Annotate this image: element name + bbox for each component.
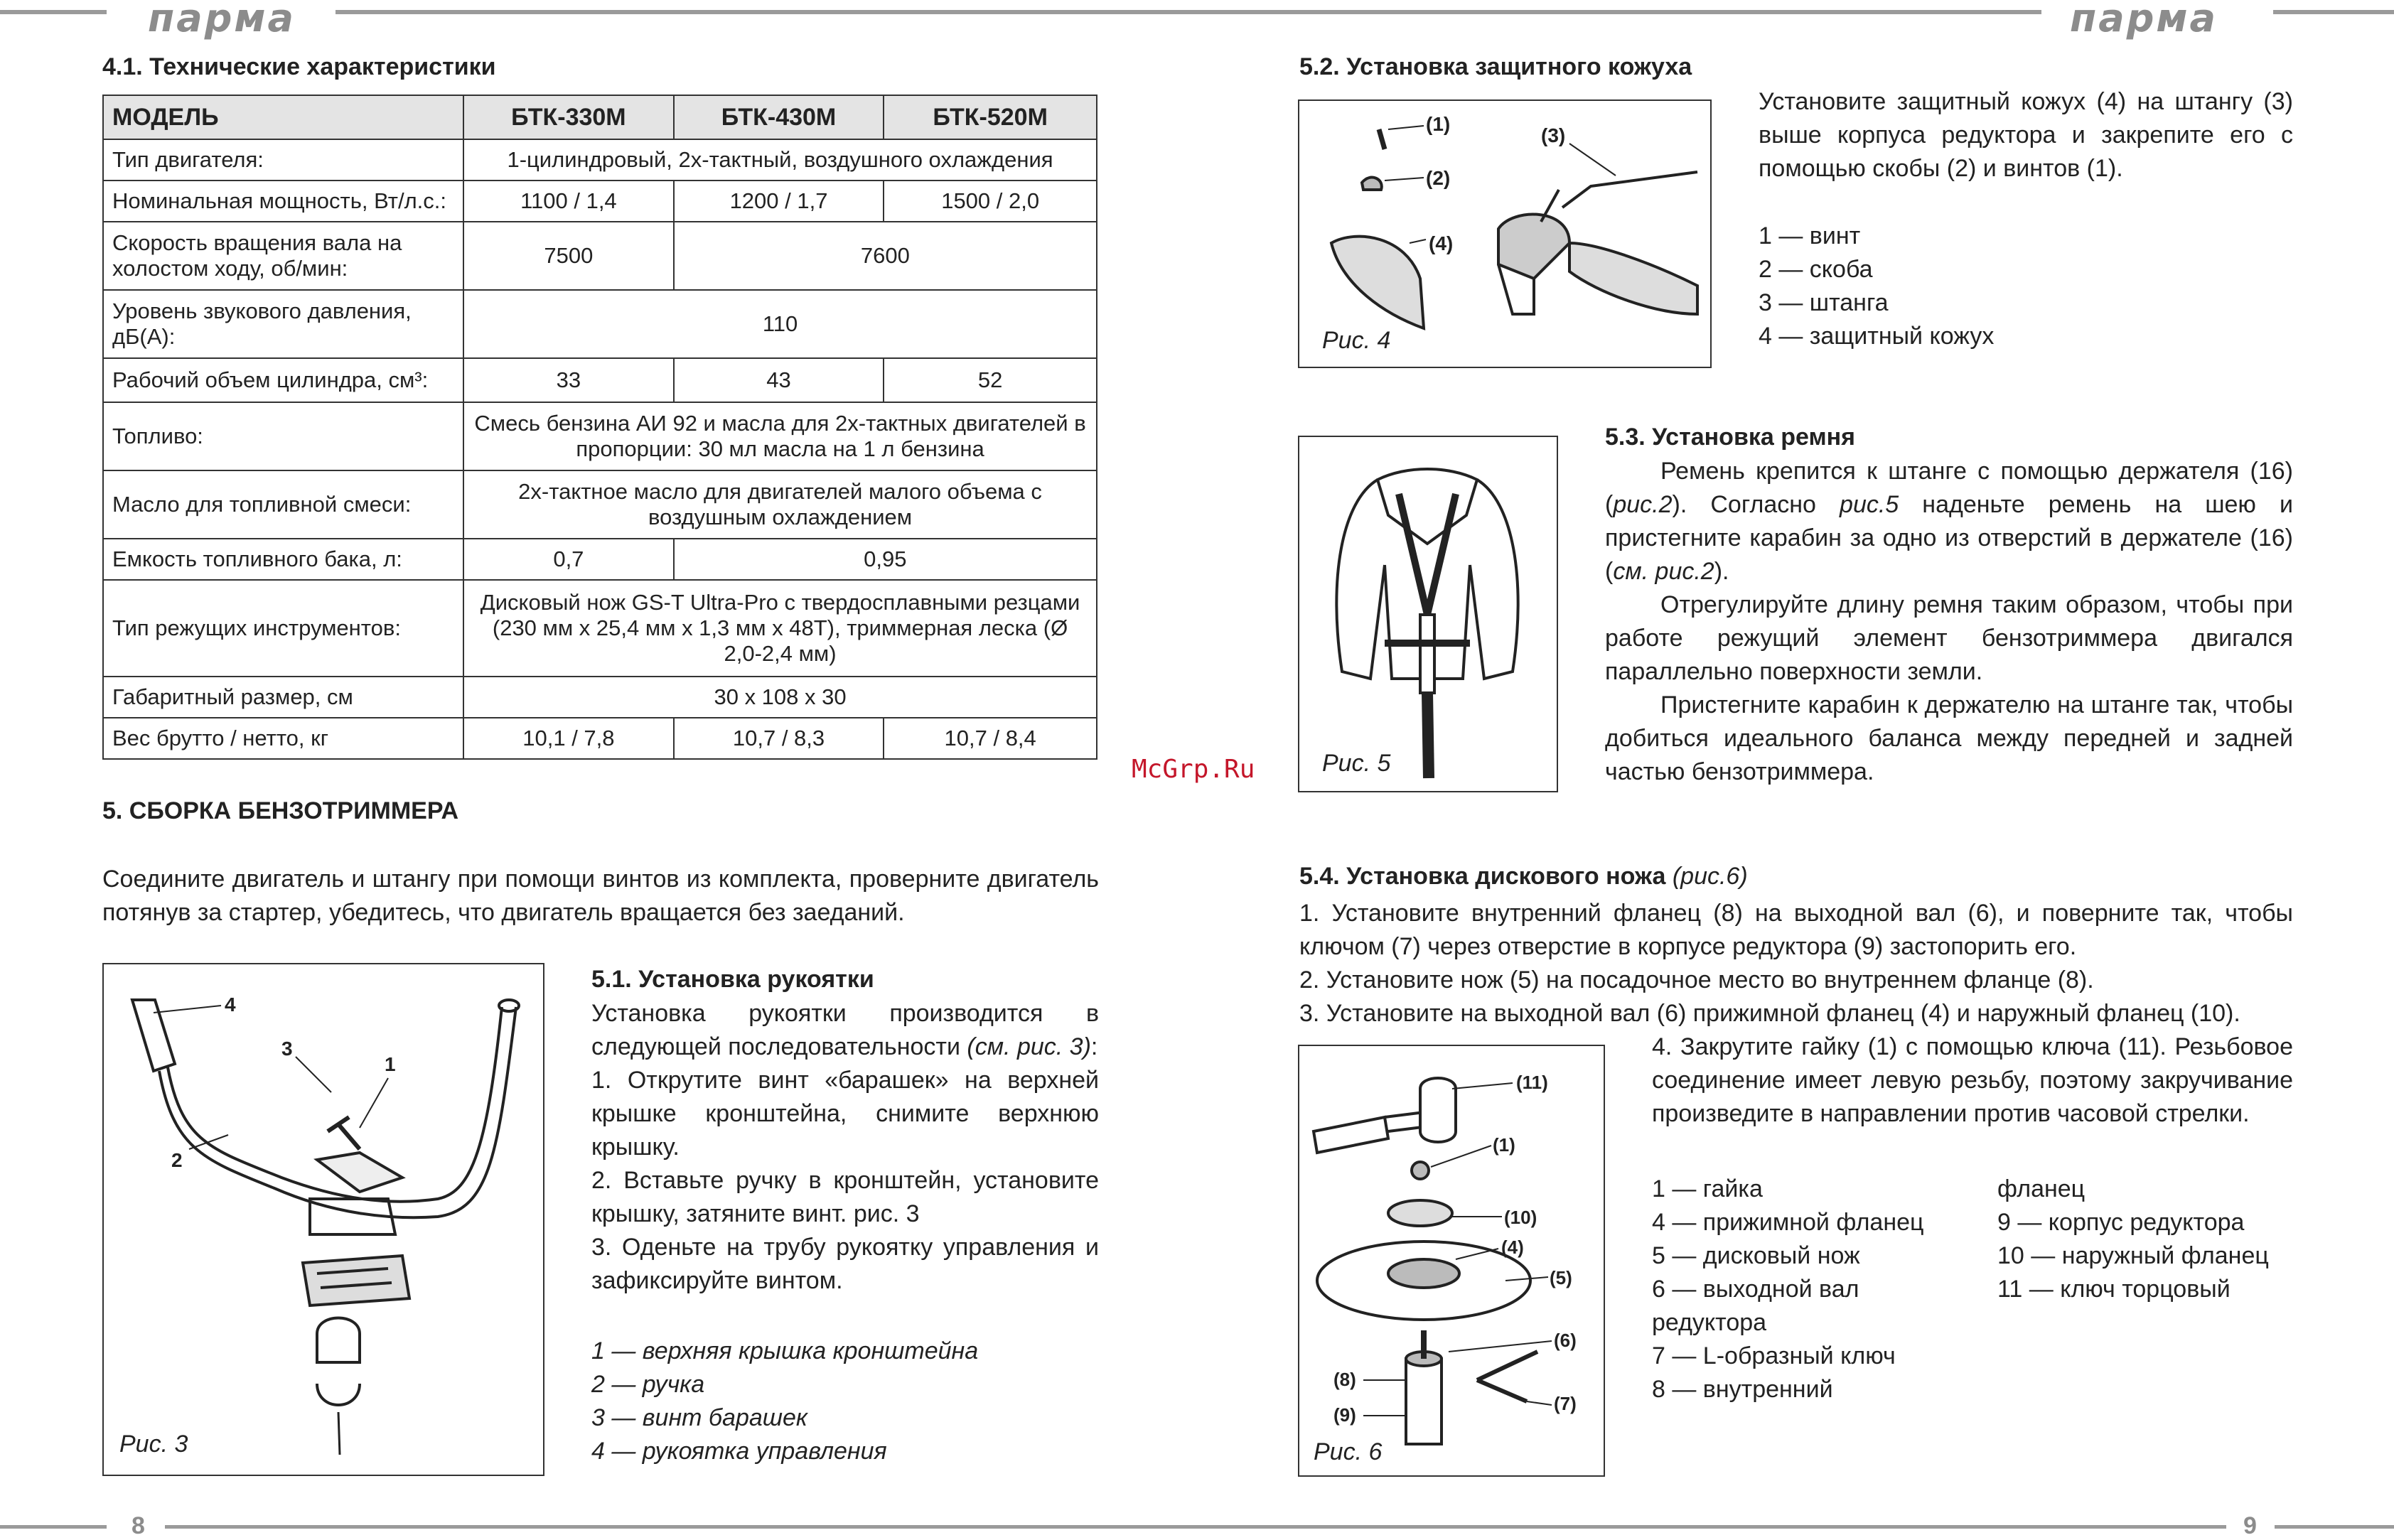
header-rule-center <box>336 10 2041 14</box>
blade-legend-col2 <box>1997 1173 2293 1306</box>
belt-paragraph-3: Пристегните карабин к держателю на штанге так, чтобы добиться идеального баланса между передней и задней частью бензотриммера. <box>1605 691 2293 785</box>
blade-legend-col1 <box>1652 1173 1979 1406</box>
legend-item: 2 — ручка <box>591 1371 705 1398</box>
spec-value: 1500 / 2,0 <box>884 181 1097 222</box>
legend-item: 9 — корпус редуктора <box>1997 1209 2245 1236</box>
spec-row-size <box>103 677 1097 718</box>
belt-figure-ref: см. рис.2 <box>1613 558 1714 585</box>
callout-3: 3 <box>281 1038 293 1060</box>
callout-1: (1) <box>1493 1134 1515 1156</box>
callout-2: (2) <box>1426 167 1451 189</box>
callout-5: (5) <box>1550 1267 1572 1288</box>
spec-value: 110 <box>463 290 1097 358</box>
callout-2: 2 <box>171 1149 183 1171</box>
page-number-right: 9 <box>2243 1512 2257 1539</box>
footer-rule-left <box>0 1525 107 1529</box>
blade-step: 2. Установите нож (5) на посадочное место во внутреннем фланце (8). <box>1299 966 2094 994</box>
callout-7: (7) <box>1554 1393 1577 1414</box>
footer-rule-center <box>165 1525 2226 1529</box>
belt-text-part: наденьте ремень на шею и пристегните карабин за одно из отверстий в держателе (16) ( <box>1605 491 2293 585</box>
handle-legend <box>591 1335 978 1468</box>
assembly-title: 5. СБОРКА БЕНЗОТРИММЕРА <box>102 797 459 824</box>
handle-step: 3. Оденьте на трубу рукоятку управления и зафиксируйте винтом. <box>591 1234 1099 1294</box>
spec-label: Масло для топливной смеси: <box>103 470 463 539</box>
spec-value: 30 х 108 х 30 <box>463 677 1097 718</box>
spec-value: Дисковый нож GS-T Ultra-Pro с твердосплавными резцами (230 мм х 25,4 мм х 1,3 мм х 48Т), триммерная леска (Ø 2,0-2,4 мм) <box>463 580 1097 677</box>
page-number-left: 8 <box>131 1512 145 1539</box>
header-rule-right <box>2273 10 2394 14</box>
handle-title: 5.1. Установка рукоятки <box>591 966 874 993</box>
legend-item: 7 — L-образный ключ <box>1652 1342 1896 1369</box>
brand-logo-left: парма <box>148 0 296 41</box>
belt-paragraph-1 <box>1605 455 2293 588</box>
spec-value: 7600 <box>674 222 1097 290</box>
spec-value: 0,95 <box>674 539 1097 580</box>
spec-value: 10,7 / 8,3 <box>674 718 884 759</box>
watermark: McGrp.Ru <box>1132 755 1255 784</box>
belt-figure-ref: рис.2 <box>1613 491 1673 518</box>
spec-value: 2х-тактное масло для двигателей малого объема с воздушным охлаждением <box>463 470 1097 539</box>
spec-label: Емкость топливного бака, л: <box>103 539 463 580</box>
blade-steps <box>1299 897 2293 1030</box>
spec-value: 1-цилиндровый, 2х-тактный, воздушного охлаждения <box>463 139 1097 181</box>
callout-6: (6) <box>1554 1330 1577 1351</box>
legend-item: 1 — гайка <box>1652 1175 1763 1202</box>
handle-step: 2. Вставьте ручку в кронштейн, установите крышку, затяните винт. рис. 3 <box>591 1167 1099 1227</box>
legend-item: 6 — выходной вал редуктора <box>1652 1276 1859 1336</box>
blade-illustration <box>1299 1046 1604 1475</box>
belt-illustration <box>1299 437 1557 791</box>
spec-head-row <box>103 95 1097 139</box>
callout-4: (4) <box>1429 232 1454 254</box>
legend-item: 1 — винт <box>1759 222 1861 249</box>
figure-3-caption: Рис. 3 <box>119 1431 188 1458</box>
blade-heading <box>1299 863 1748 890</box>
figure-4 <box>1298 99 1712 368</box>
spec-label: Рабочий объем цилиндра, см³: <box>103 358 463 402</box>
figure-5 <box>1298 436 1558 792</box>
belt-paragraph-2: Отрегулируйте длину ремня таким образом, чтобы при работе режущий элемент бензотриммера двигался параллельно поверхности земли. <box>1605 591 2293 685</box>
handle-step: 1. Открутите винт «барашек» на верхней крышке кронштейна, снимите верхнюю крышку. <box>591 1067 1099 1161</box>
spec-row-tank <box>103 539 1097 580</box>
belt-text-part: ). <box>1714 558 1729 585</box>
header-rule-left <box>0 10 107 14</box>
legend-item: 4 — рукоятка управления <box>591 1438 887 1465</box>
legend-item: 3 — штанга <box>1759 289 1889 316</box>
callout-10: (10) <box>1504 1207 1537 1228</box>
spec-value: Смесь бензина АИ 92 и масла для 2х-тактных двигателей в пропорции: 30 мл масла на 1 л бензина <box>463 402 1097 470</box>
handle-intro-text: Установка рукоятки производится в следующей последовательности <box>591 1000 1099 1060</box>
legend-item: 11 — ключ торцовый <box>1997 1276 2231 1303</box>
spec-head-model: МОДЕЛЬ <box>103 95 463 139</box>
spec-label: Скорость вращения вала на холостом ходу, об/мин: <box>103 222 463 290</box>
legend-item: 8 — внутренний <box>1652 1376 1833 1403</box>
belt-text-part: ). Согласно <box>1672 491 1840 518</box>
blade-title: 5.4. Установка дискового ножа <box>1299 863 1666 890</box>
figure-5-caption: Рис. 5 <box>1322 750 1391 777</box>
spec-row-volume <box>103 358 1097 402</box>
figure-3 <box>102 963 544 1476</box>
handle-assembly-illustration <box>104 964 543 1475</box>
blade-step: 1. Установите внутренний фланец (8) на выходной вал (6), и поверните так, чтобы ключом (7) через отверстие в корпусе редуктора (9) застопорить его. <box>1299 900 2293 960</box>
belt-title: 5.3. Установка ремня <box>1605 424 1855 451</box>
legend-item: 1 — верхняя крышка кронштейна <box>591 1337 979 1364</box>
assembly-intro: Соедините двигатель и штангу при помощи винтов из комплекта, проверните двигатель потянув за стартер, убедитесь, что двигатель вращается без заеданий. <box>102 866 1099 926</box>
callout-4: (4) <box>1501 1237 1524 1258</box>
callout-11: (11) <box>1516 1072 1548 1093</box>
spec-label: Тип двигателя: <box>103 139 463 181</box>
spec-value: 0,7 <box>463 539 674 580</box>
spec-head-btk330: БТК-330М <box>463 95 674 139</box>
belt-text <box>1605 455 2293 789</box>
figure-6 <box>1298 1045 1605 1477</box>
spec-row-engine <box>103 139 1097 181</box>
spec-value: 10,7 / 8,4 <box>884 718 1097 759</box>
guard-title: 5.2. Установка защитного кожуха <box>1299 53 1692 80</box>
callout-4: 4 <box>225 994 236 1016</box>
guard-text: Установите защитный кожух (4) на штангу (3) выше корпуса редуктора и закрепите его с помощью скобы (2) и винтов (1). <box>1759 88 2293 182</box>
legend-item: 5 — дисковый нож <box>1652 1242 1860 1269</box>
spec-label: Габаритный размер, см <box>103 677 463 718</box>
blade-step-4: 4. Закрутите гайку (1) с помощью ключа (11). Резьбовое соединение имеет левую резьбу, поэтому закручивание произведите в направлении против часовой стрелки. <box>1652 1033 2293 1127</box>
spec-label: Номинальная мощность, Вт/л.с.: <box>103 181 463 222</box>
callout-8: (8) <box>1333 1369 1356 1390</box>
legend-item: 2 — скоба <box>1759 256 1873 283</box>
belt-text-part: Ремень крепится к штанге с помощью держателя (16) ( <box>1605 458 2293 518</box>
blade-step: 3. Установите на выходной вал (6) прижимной фланец (4) и наружный фланец (10). <box>1299 1000 2240 1027</box>
spec-row-noise <box>103 290 1097 358</box>
spec-label: Вес брутто / нетто, кг <box>103 718 463 759</box>
callout-1: 1 <box>385 1053 396 1075</box>
spec-row-weight <box>103 718 1097 759</box>
legend-item: 3 — винт барашек <box>591 1404 807 1431</box>
spec-value: 43 <box>674 358 884 402</box>
spec-label: Тип режущих инструментов: <box>103 580 463 677</box>
spec-row-speed <box>103 222 1097 290</box>
spec-value: 52 <box>884 358 1097 402</box>
callout-1: (1) <box>1426 113 1451 135</box>
spec-table <box>102 95 1097 760</box>
spec-row-fuel <box>103 402 1097 470</box>
spec-value: 10,1 / 7,8 <box>463 718 674 759</box>
spec-head-btk430: БТК-430М <box>674 95 884 139</box>
handle-instructions <box>591 997 1099 1298</box>
belt-figure-ref: рис.5 <box>1840 491 1899 518</box>
footer-rule-right <box>2275 1525 2394 1529</box>
spec-label: Топливо: <box>103 402 463 470</box>
spec-title: 4.1. Технические характеристики <box>102 53 496 80</box>
callout-9: (9) <box>1333 1404 1356 1426</box>
spec-label: Уровень звукового давления, дБ(А): <box>103 290 463 358</box>
spec-value: 7500 <box>463 222 674 290</box>
figure-4-caption: Рис. 4 <box>1322 327 1391 354</box>
figure-6-caption: Рис. 6 <box>1314 1438 1383 1465</box>
spec-row-tools <box>103 580 1097 677</box>
spec-row-power <box>103 181 1097 222</box>
callout-3: (3) <box>1541 124 1566 146</box>
legend-item: 4 — прижимной фланец <box>1652 1209 1924 1236</box>
spec-value: 33 <box>463 358 674 402</box>
guard-legend <box>1759 220 1994 353</box>
handle-intro-colon: : <box>1090 1033 1098 1060</box>
blade-figure-ref: (рис.6) <box>1672 863 1748 890</box>
spec-value: 1100 / 1,4 <box>463 181 674 222</box>
spec-row-oil <box>103 470 1097 539</box>
legend-item: 4 — защитный кожух <box>1759 323 1995 350</box>
handle-figure-ref: (см. рис. 3) <box>967 1033 1091 1060</box>
spec-head-btk520: БТК-520М <box>884 95 1097 139</box>
brand-logo-right: парма <box>2070 0 2218 41</box>
spec-value: 1200 / 1,7 <box>674 181 884 222</box>
legend-item: 10 — наружный фланец <box>1997 1242 2269 1269</box>
legend-item: фланец <box>1997 1175 2086 1202</box>
